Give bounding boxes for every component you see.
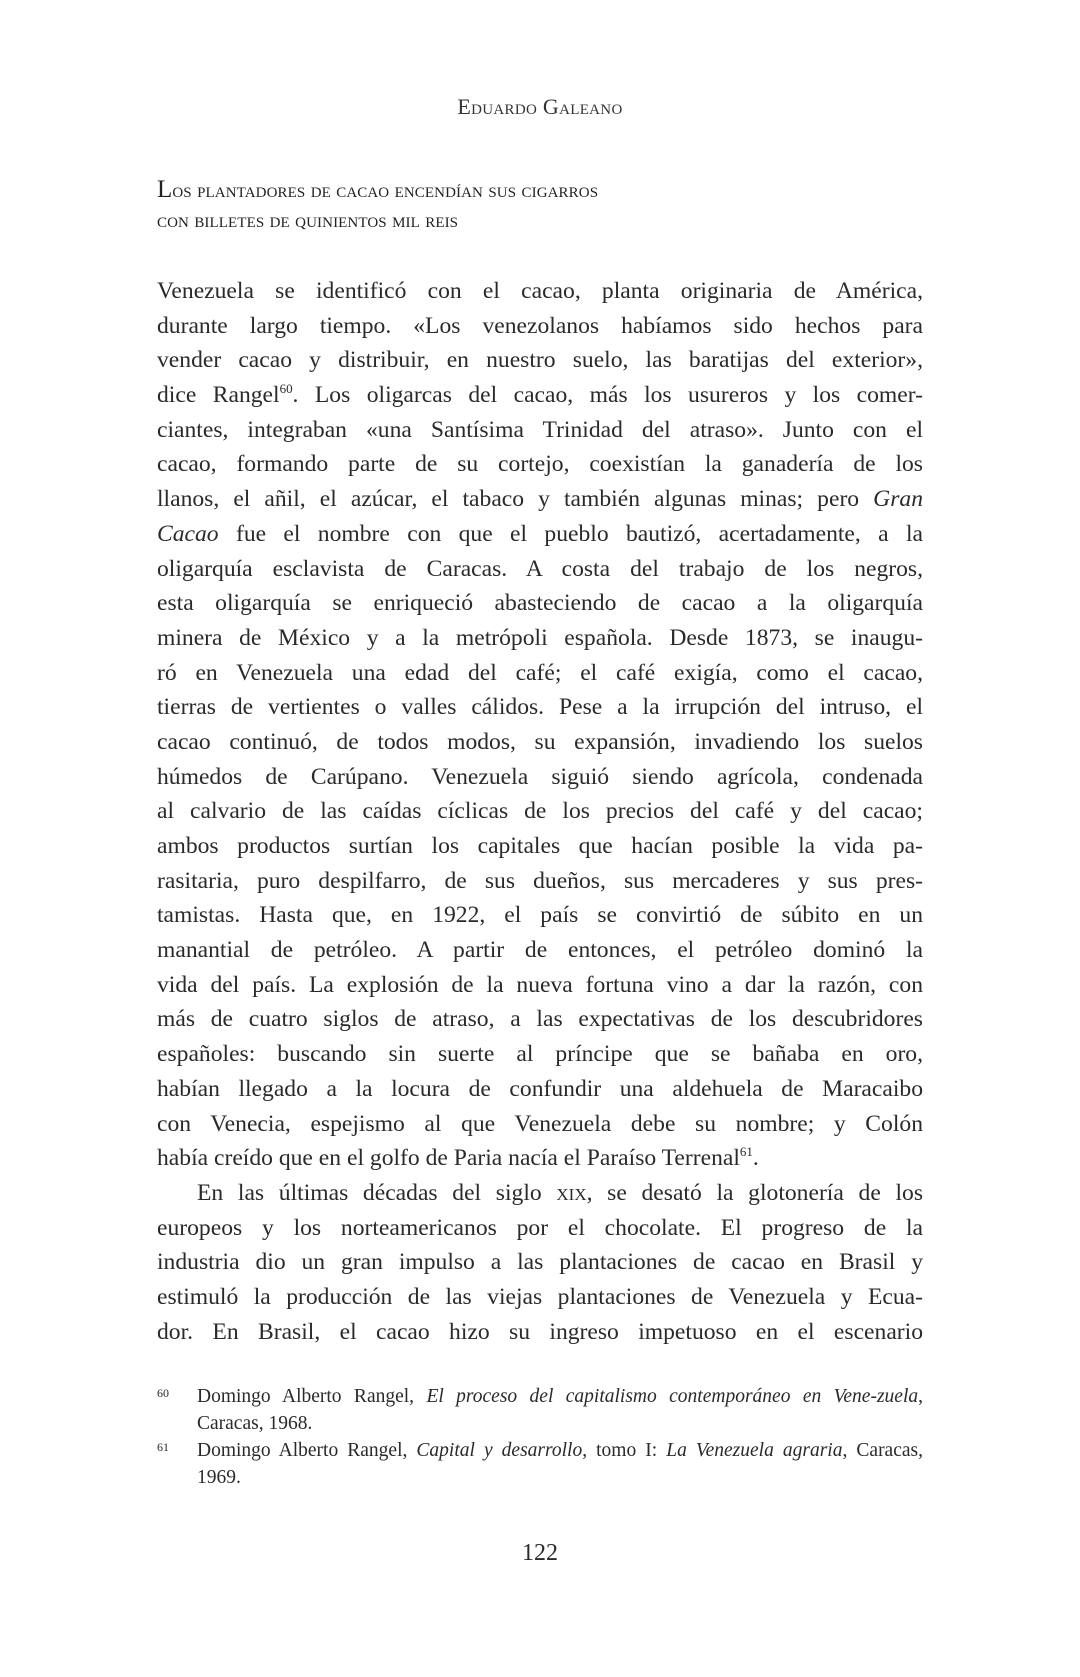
text-span: cacao, formando parte de su cortejo, coexistían la ganadería de los bbox=[157, 451, 923, 478]
italic-text: La Venezuela agraria bbox=[666, 1440, 843, 1461]
text-span: españoles: buscando sin suerte al príncipe que se bañaba en oro, bbox=[157, 1041, 923, 1068]
text-line bbox=[157, 968, 923, 1003]
text-span: oligarquía esclavista de Caracas. A costa del trabajo de los negros, bbox=[157, 555, 923, 582]
text-span: húmedos de Carúpano. Venezuela siguió siendo agrícola, condenada bbox=[157, 763, 923, 790]
text-line bbox=[157, 343, 923, 378]
text-span: llanos, el añil, el azúcar, el tabaco y también algunas minas; pero bbox=[157, 486, 874, 513]
footnote-number: 61 bbox=[157, 1440, 169, 1454]
text-line bbox=[157, 864, 923, 899]
text-span: . Los oligarcas del cacao, más los usureros y los comer- bbox=[292, 382, 923, 409]
text-line bbox=[157, 586, 923, 621]
text-span: tamistas. Hasta que, en 1922, el país se convirtió de súbito en un bbox=[157, 902, 923, 929]
text-span: Domingo Alberto Rangel, bbox=[197, 1386, 427, 1407]
text-line bbox=[157, 725, 923, 760]
text-span: . bbox=[752, 1145, 759, 1172]
text-line bbox=[157, 760, 923, 795]
text-span: fue el nombre con que el pueblo bautizó, acertadamente, a la bbox=[218, 520, 923, 547]
footnote-ref: 61 bbox=[739, 1144, 753, 1160]
footnote bbox=[157, 1438, 923, 1491]
text-line bbox=[157, 517, 923, 552]
section-title-line-2: con billetes de quinientos mil reis bbox=[157, 208, 459, 232]
running-head: Eduardo Galeano bbox=[457, 94, 623, 119]
text-span: , Caracas, 1969. bbox=[197, 1440, 923, 1488]
text-span: Venezuela se identificó con el cacao, planta originaria de América, bbox=[157, 278, 923, 304]
text-span: cacao continuó, de todos modos, su expansión, invadiendo los suelos bbox=[157, 728, 923, 755]
text-line bbox=[157, 482, 923, 517]
text-line bbox=[157, 552, 923, 587]
body-text bbox=[157, 274, 923, 1349]
text-span: con Venecia, espejismo al que Venezuela debe su nombre; y Colón bbox=[157, 1110, 923, 1137]
footnote-text bbox=[197, 1384, 923, 1437]
text-line bbox=[157, 1211, 923, 1246]
text-line bbox=[157, 1315, 923, 1350]
text-line bbox=[157, 1072, 923, 1107]
text-span: más de cuatro siglos de atraso, a las expectativas de los descubridores bbox=[157, 1006, 923, 1033]
text-span: xix bbox=[556, 1179, 587, 1206]
text-line bbox=[157, 447, 923, 482]
text-span: manantial de petróleo. A partir de entonces, el petróleo dominó la bbox=[157, 937, 923, 964]
text-span: había creído que en el golfo de Paria nacía el Paraíso Terrenal bbox=[157, 1145, 740, 1172]
footnote-text bbox=[197, 1438, 923, 1491]
text-span: , tomo I: bbox=[582, 1440, 667, 1461]
text-line bbox=[157, 1037, 923, 1072]
text-line bbox=[157, 794, 923, 829]
section-title-line-1 bbox=[157, 176, 598, 204]
text-span: , Caracas, 1968. bbox=[197, 1386, 923, 1434]
text-line bbox=[157, 1176, 923, 1211]
text-line bbox=[157, 1141, 923, 1176]
text-line bbox=[157, 1002, 923, 1037]
text-span: tierras de vertientes o valles cálidos. Pese a la irrupción del intruso, el bbox=[157, 694, 923, 721]
footnote bbox=[157, 1384, 923, 1437]
text-span: vida del país. La explosión de la nueva fortuna vino a dar la razón, con bbox=[157, 971, 923, 998]
italic-text: Capital y desarrollo bbox=[416, 1440, 583, 1461]
text-span: En las últimas décadas del siglo bbox=[197, 1179, 557, 1206]
text-span: durante largo tiempo. «Los venezolanos habíamos sido hechos para bbox=[157, 312, 923, 339]
text-span: minera de México y a la metrópoli española. Desde 1873, se inaugu- bbox=[157, 624, 923, 651]
text-line bbox=[157, 656, 923, 691]
page-number: 122 bbox=[522, 1540, 558, 1566]
text-line bbox=[157, 621, 923, 656]
text-span: Domingo Alberto Rangel, bbox=[197, 1440, 417, 1461]
title-rest: os plantadores de cacao encendían sus cigarros bbox=[172, 178, 599, 202]
text-span: al calvario de las caídas cíclicas de los precios del café y del cacao; bbox=[157, 798, 923, 825]
footnote-ref: 60 bbox=[279, 380, 293, 396]
text-span: esta oligarquía se enriqueció abasteciendo de cacao a la oligarquía bbox=[157, 590, 923, 617]
text-span: europeos y los norteamericanos por el chocolate. El progreso de la bbox=[157, 1214, 923, 1241]
text-line bbox=[157, 933, 923, 968]
text-span: , se desató la glotonería de los bbox=[586, 1179, 924, 1206]
text-span: rasitaria, puro despilfarro, de sus dueños, sus mercaderes y sus pres- bbox=[157, 867, 923, 894]
text-span: habían llegado a la locura de confundir una aldehuela de Maracaibo bbox=[157, 1075, 923, 1102]
text-span: vender cacao y distribuir, en nuestro suelo, las baratijas del exterior», bbox=[157, 347, 923, 374]
footnotes bbox=[157, 1384, 923, 1492]
italic-text: Gran bbox=[873, 486, 923, 513]
italic-text: Cacao bbox=[157, 520, 219, 547]
text-line bbox=[157, 1280, 923, 1315]
footnote-number: 60 bbox=[157, 1386, 169, 1400]
text-line bbox=[157, 413, 923, 448]
text-span: dice Rangel bbox=[157, 382, 280, 409]
text-line bbox=[157, 829, 923, 864]
text-line bbox=[157, 1107, 923, 1142]
text-line bbox=[157, 274, 923, 309]
text-span: industria dio un gran impulso a las plantaciones de cacao en Brasil y bbox=[157, 1249, 923, 1276]
title-initial: L bbox=[157, 176, 173, 203]
text-span: estimuló la producción de las viejas plantaciones de Venezuela y Ecua- bbox=[157, 1283, 923, 1310]
text-span: ambos productos surtían los capitales que hacían posible la vida pa- bbox=[157, 833, 923, 859]
text-span: ró en Venezuela una edad del café; el café exigía, como el cacao, bbox=[157, 659, 923, 686]
text-line bbox=[157, 309, 923, 344]
text-line bbox=[157, 690, 923, 725]
text-line bbox=[157, 1245, 923, 1280]
text-span: dor. En Brasil, el cacao hizo su ingreso impetuoso en el escenario bbox=[157, 1318, 923, 1345]
text-line bbox=[157, 898, 923, 933]
text-span: ciantes, integraban «una Santísima Trinidad del atraso». Junto con el bbox=[157, 416, 923, 443]
italic-text: El proceso del capitalismo contemporáneo en Vene-zuela bbox=[426, 1386, 919, 1407]
text-line bbox=[157, 378, 923, 413]
